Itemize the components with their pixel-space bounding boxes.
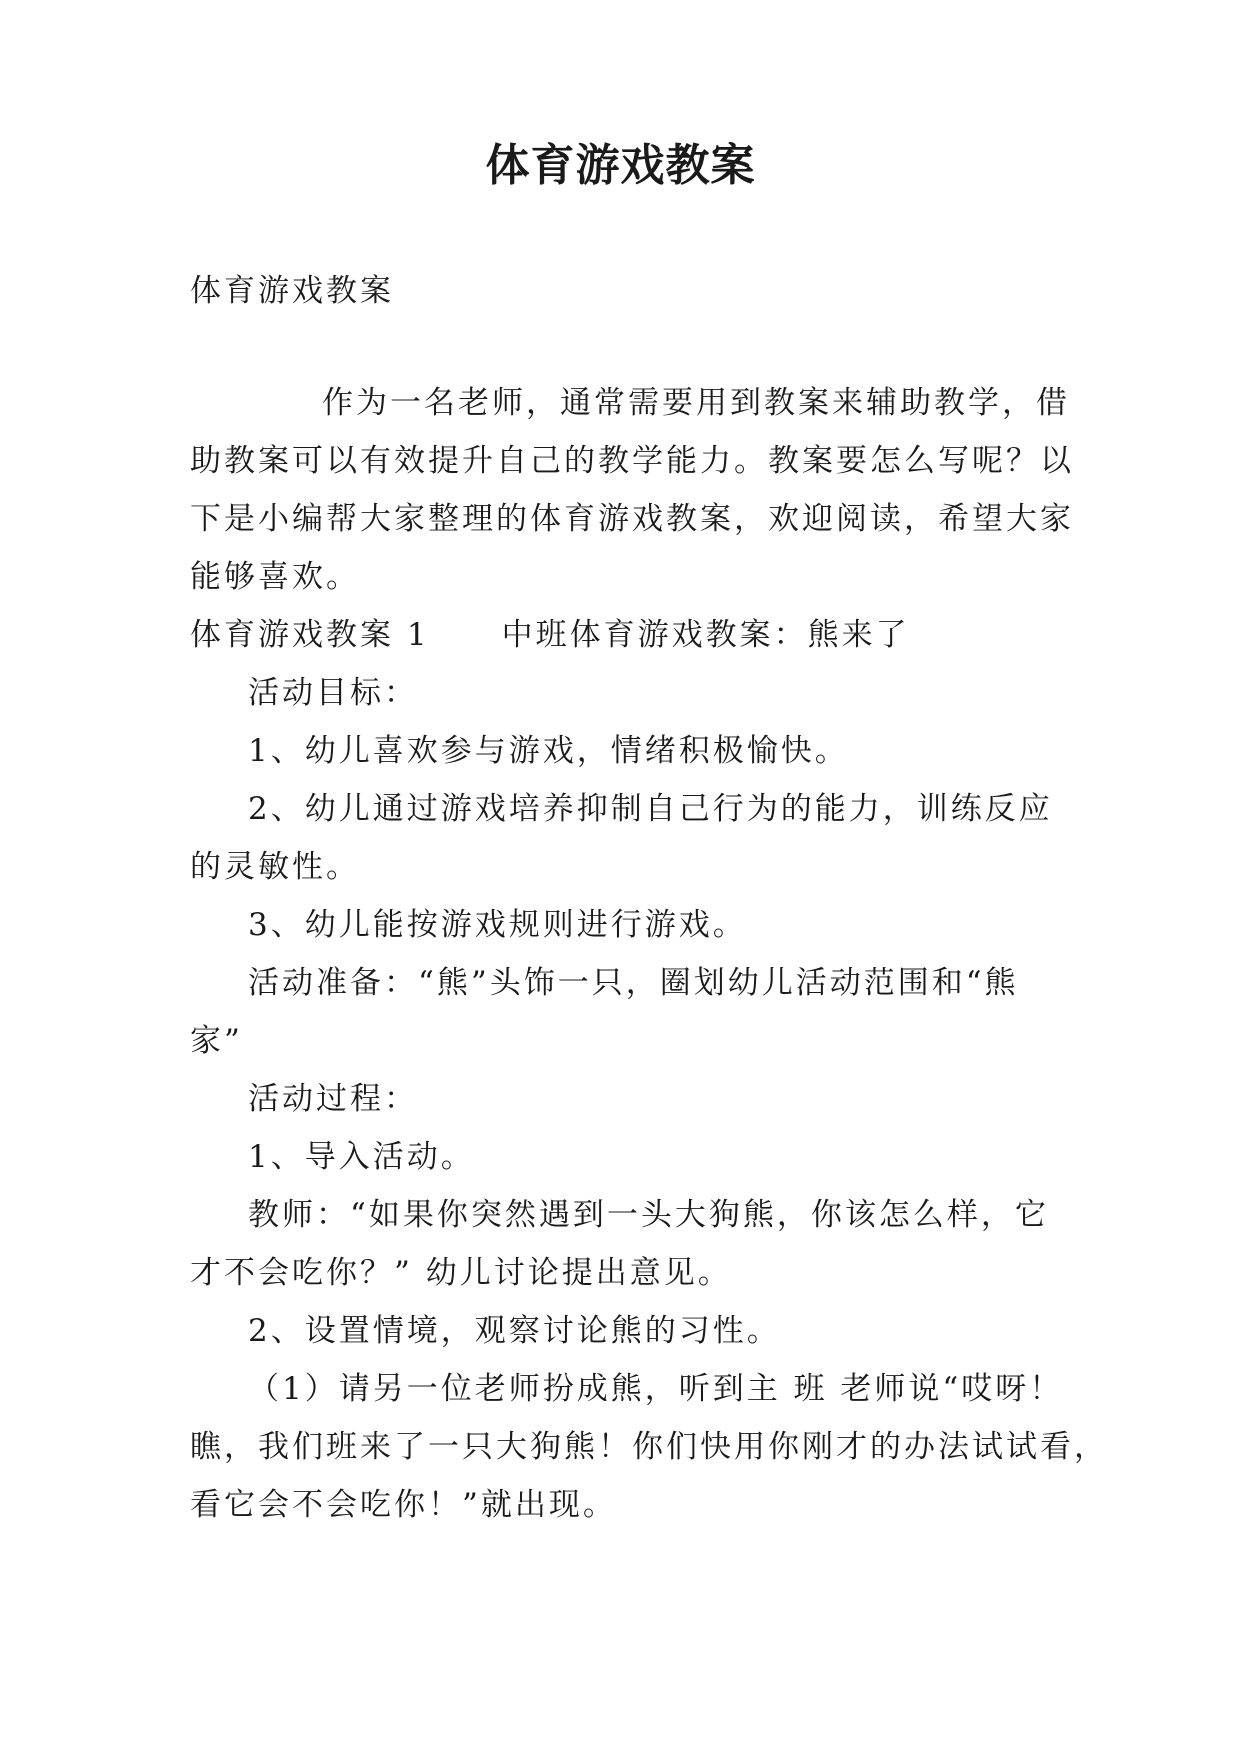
intro-line: 助教案可以有效提升自己的教学能力。教案要怎么写呢？以 (190, 443, 1074, 479)
document-title: 体育游戏教案 (485, 140, 756, 191)
intro-line: 能够喜欢。 (190, 559, 360, 595)
process-line: 1、导入活动。 (248, 1139, 475, 1175)
process-label: 活动过程： (248, 1081, 418, 1117)
spacer (190, 320, 1050, 374)
intro-line: 下是小编帮大家整理的体育游戏教案，欢迎阅读，希望大家 (190, 501, 1074, 537)
objectives-label: 活动目标： (248, 675, 418, 711)
preparation-line: 活动准备：“熊”头饰一只，圈划幼儿活动范围和“熊 (248, 965, 1019, 1001)
section-heading (190, 606, 1050, 664)
section-name: 中班体育游戏教案：熊来了 (501, 617, 910, 653)
document-subtitle: 体育游戏教案 (190, 273, 394, 309)
process-line: （1）请另一位老师扮成熊，听到主 班 老师说“哎呀！ (248, 1371, 1064, 1407)
objective-item: 1、幼儿喜欢参与游戏，情绪积极愉快。 (248, 733, 849, 769)
process-line: 教师：“如果你突然遇到一头大狗熊，你该怎么样，它 (248, 1197, 1049, 1233)
process-line: 2、设置情境，观察讨论熊的习性。 (248, 1313, 781, 1349)
intro-line: 作为一名老师，通常需要用到教案来辅助教学，借 (322, 385, 1070, 421)
process-line-continued: 瞧，我们班来了一只大狗熊！你们快用你刚才的办法试试看， (190, 1429, 1108, 1465)
objective-item-continued: 的灵敏性。 (190, 849, 360, 885)
process-line-continued: 才不会吃你？” 幼儿讨论提出意见。 (190, 1255, 732, 1291)
document-body (190, 262, 1108, 1534)
objective-item: 3、幼儿能按游戏规则进行游戏。 (248, 907, 747, 943)
section-number: 体育游戏教案 1 (190, 617, 430, 653)
objective-item: 2、幼儿通过游戏培养抑制自己行为的能力，训练反应 (248, 791, 1053, 827)
process-line-continued: 看它会不会吃你！”就出现。 (190, 1487, 617, 1523)
preparation-line-continued: 家” (190, 1023, 243, 1059)
